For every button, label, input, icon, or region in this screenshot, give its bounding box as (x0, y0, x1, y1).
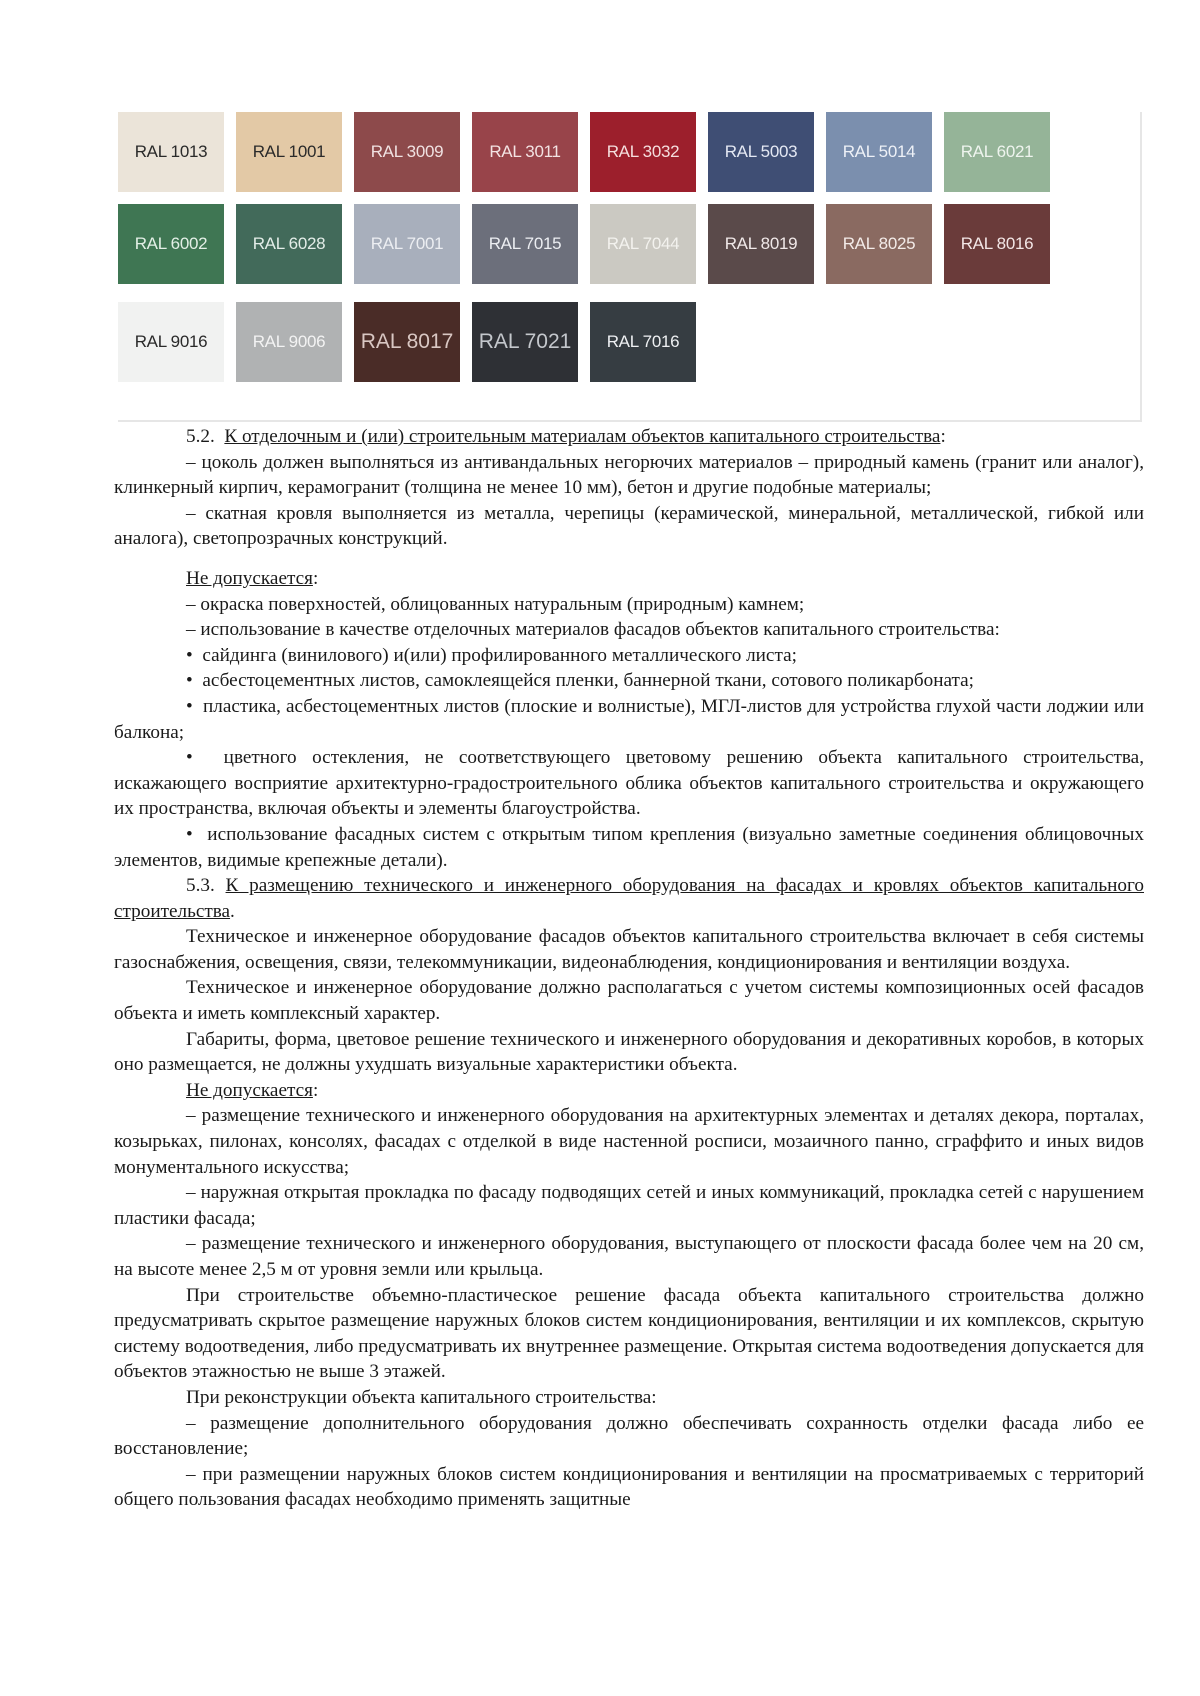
swatch-label: RAL 3009 (370, 142, 444, 161)
bullet-item: • использование фасадных систем с открытым типом крепления (визуально заметные соединения облицовочных элементов, видимые крепежные детали). (114, 822, 1144, 873)
paragraph: – размещение технического и инженерного оборудования, выступающего от плоскости фасада более чем на 20 см, на высоте менее 2,5 м от уровня земли или крыльца. (114, 1233, 1144, 1280)
swatch-label: RAL 5014 (842, 142, 916, 161)
color-swatch (118, 204, 224, 284)
not-allowed-heading: Не допускается: (186, 1079, 319, 1101)
bullet-item: • асбестоцементных листов, самоклеящейся пленки, баннерной ткани, сотового поликарбоната; (114, 668, 1144, 694)
not-allowed-heading: Не допускается: (186, 567, 319, 589)
paragraph: Габариты, форма, цветовое решение технического и инженерного оборудования и декоративных коробов, в которых оно размещается, не должны ухудшать визуальные характеристики объекта. (114, 1028, 1144, 1076)
paragraph: – размещение технического и инженерного оборудования на архитектурных элементах и деталях декора, порталах, козырьках, пилонах, консолях, фасадах с отделкой в виде настенной росписи, мозаичного панно, сграффито и иных видов монументального искусства; (114, 1105, 1144, 1178)
swatch-label: RAL 9016 (134, 332, 208, 351)
swatch-label: RAL 7044 (606, 234, 680, 253)
color-swatch (944, 112, 1050, 192)
color-swatch (354, 204, 460, 284)
swatch-label: RAL 8025 (842, 234, 916, 253)
swatch-label: RAL 6028 (252, 234, 326, 253)
paragraph: – наружная открытая прокладка по фасаду подводящих сетей и иных коммуникаций, прокладка сетей с нарушением пластики фасада; (114, 1182, 1144, 1229)
paragraph: – при размещении наружных блоков систем кондиционирования и вентиляции на просматриваемых с территорий общего пользования фасадах необходимо применять защитные (114, 1463, 1144, 1511)
color-swatch (236, 302, 342, 382)
color-swatch (472, 204, 578, 284)
color-swatch (590, 204, 696, 284)
color-swatch (236, 112, 342, 192)
swatch-label: RAL 1001 (252, 142, 326, 161)
color-swatch (236, 204, 342, 284)
swatch-label: RAL 3011 (489, 142, 561, 161)
color-swatch (472, 112, 578, 192)
color-swatch (472, 302, 578, 382)
bullet-item: • сайдинга (винилового) и(или) профилированного металлического листа; (114, 643, 1144, 669)
paragraph: При реконструкции объекта капитального строительства: (186, 1386, 657, 1408)
swatch-label: RAL 1013 (134, 142, 208, 161)
swatch-label: RAL 8019 (724, 234, 798, 253)
color-swatch (118, 112, 224, 192)
section-5-3-heading: 5.3. К размещению технического и инженерного оборудования на фасадах и кровлях объектов капитального строительства. (114, 875, 1144, 922)
swatch-label: RAL 3032 (606, 142, 680, 161)
color-swatch (354, 112, 460, 192)
color-swatch (708, 112, 814, 192)
swatch-label: RAL 7016 (606, 332, 680, 351)
color-swatch (708, 204, 814, 284)
color-swatch (118, 302, 224, 382)
paragraph: – использование в качестве отделочных материалов фасадов объектов капитального строительства: (186, 619, 1000, 641)
swatch-label: RAL 5003 (724, 142, 798, 161)
swatch-label: RAL 6002 (134, 234, 208, 253)
swatch-label: RAL 7021 (478, 330, 572, 353)
section-5-2-heading: 5.2. К отделочным и (или) строительным материалам объектов капитального строительства: (186, 426, 946, 447)
paragraph: – размещение дополнительного оборудования должно обеспечивать сохранность отделки фасада либо ее восстановление; (114, 1412, 1144, 1460)
document-body (114, 424, 1144, 1513)
swatch-label: RAL 8016 (960, 234, 1034, 253)
ral-color-palette (118, 112, 1142, 422)
bullet-item: • цветного остекления, не соответствующего цветовому решению объекта капитального строительства, искажающего восприятие архитектурно-градостроительного облика объектов капитального строительства и окружающего их пространства, включая объекты и элементы благоустройства. (114, 745, 1144, 822)
color-swatch (590, 112, 696, 192)
paragraph: – скатная кровля выполняется из металла, черепицы (керамической, минеральной, металлической, гибкой или аналога), светопрозрачных конструкций. (114, 502, 1144, 550)
swatch-label: RAL 8017 (360, 330, 454, 353)
bullet-item: • пластика, асбестоцементных листов (плоские и волнистые), МГЛ-листов для устройства глухой части лоджии или балкона; (114, 694, 1144, 745)
swatch-label: RAL 9006 (252, 332, 326, 351)
paragraph: – цоколь должен выполняться из антивандальных негорючих материалов – природный камень (гранит или аналог), клинкерный кирпич, керамогранит (толщина не менее 10 мм), бетон и другие подобные материалы; (114, 451, 1144, 499)
color-swatch (826, 204, 932, 284)
paragraph: Техническое и инженерное оборудование фасадов объектов капитального строительства включает в себя системы газоснабжения, освещения, связи, телекоммуникации, видеонаблюдения, кондиционирования и вентиляции воздуха. (114, 926, 1144, 973)
paragraph: Техническое и инженерное оборудование должно располагаться с учетом системы композиционных осей фасадов объекта и иметь комплексный характер. (114, 977, 1144, 1025)
swatch-label: RAL 7015 (488, 234, 562, 253)
color-swatch (944, 204, 1050, 284)
color-swatch (826, 112, 932, 192)
color-swatch (354, 302, 460, 382)
color-swatch (590, 302, 696, 382)
swatch-label: RAL 6021 (960, 142, 1034, 161)
paragraph: При строительстве объемно-пластическое решение фасада объекта капитального строительства должно предусматривать скрытое размещение наружных блоков систем кондиционирования, вентиляции и их комплексов, скрытую систему водоотведения, либо предусматривать их внутреннее размещение. Открытая система водоотведения допускается для объектов этажностью не выше 3 этажей. (114, 1284, 1144, 1383)
paragraph: – окраска поверхностей, облицованных натуральным (природным) камнем; (186, 593, 805, 615)
swatch-label: RAL 7001 (370, 234, 444, 253)
